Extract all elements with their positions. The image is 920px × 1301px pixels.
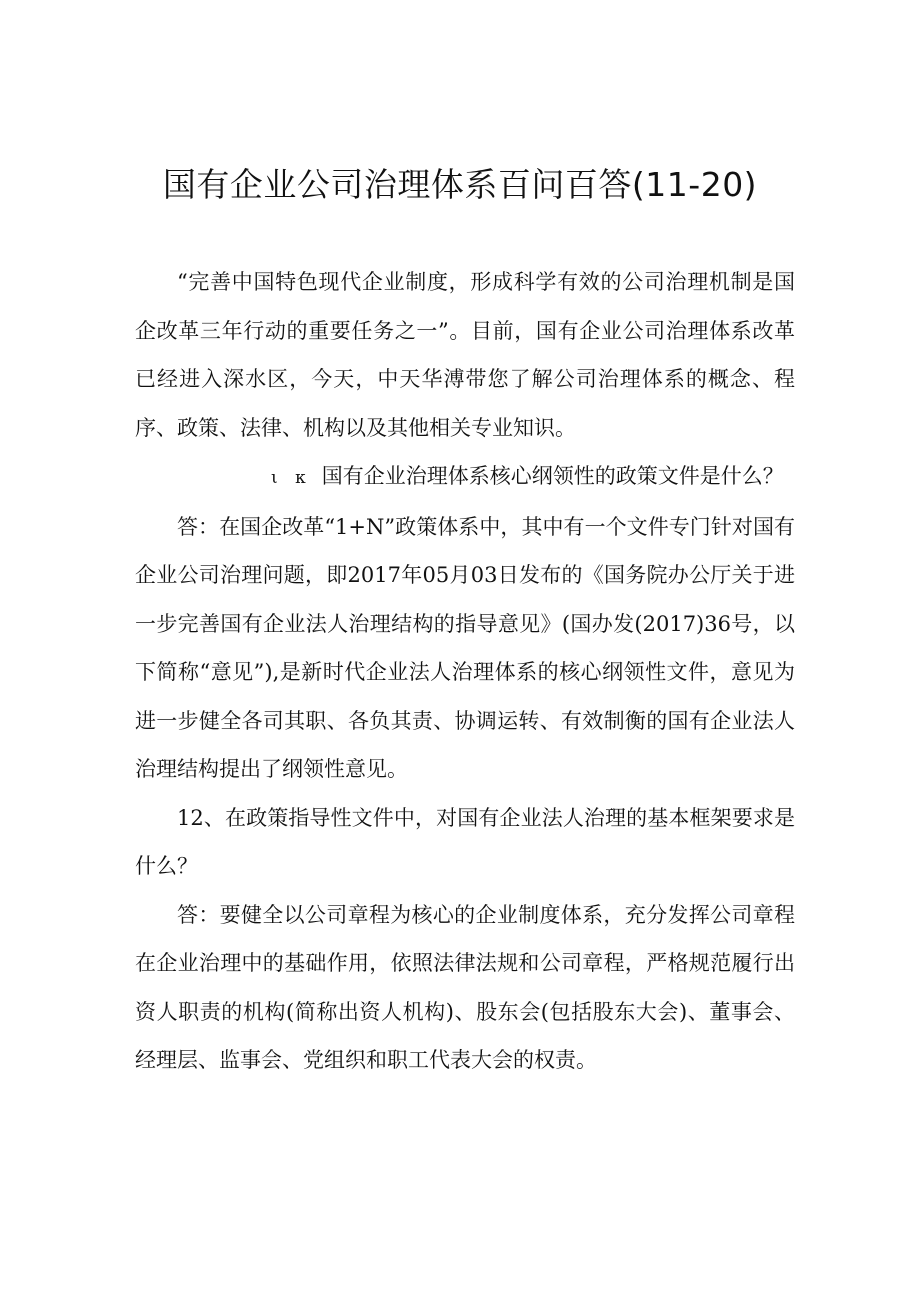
question-12: 12、在政策指导性文件中，对国有企业法人治理的基本框架要求是什么？ (135, 805, 795, 878)
answer-12: 答：要健全以公司章程为核心的企业制度体系，充分发挥公司章程在企业治理中的基础作用，依照法律法规和公司章程，严格规范履行出资人职责的机构(简称出资人机构)、股东会(包括股东大会)、董事会、经理层、监事会、党组织和职工代表大会的权责。 (135, 902, 795, 1072)
answer-11: 答：在国企改革“1+N”政策体系中，其中有一个文件专门针对国有企业公司治理问题，即2017年05月03日发布的《国务院办公厅关于进一步完善国有企业法人治理结构的指导意见》(国办发(2017)36号，以下简称“意见”),是新时代企业法人治理体系的核心纲领性文件，意见为进一步健全各司其职、各负其责、协调运转、有效制衡的国有企业法人治理结构提出了纲领性意见。 (135, 514, 795, 781)
question-11-number: ι κ (271, 468, 312, 488)
intro-paragraph: “完善中国特色现代企业制度，形成科学有效的公司治理机制是国企改革三年行动的重要任务之一”。目前，国有企业公司治理体系改革已经进入深水区，今天，中天华溥带您了解公司治理体系的概念、程序、政策、法律、机构以及其他相关专业知识。 (135, 270, 795, 440)
document-body (135, 258, 795, 1085)
question-11-text: 国有企业治理体系核心纲领性的政策文件是什么？ (321, 464, 784, 488)
document-title: 国有企业公司治理体系百问百答(11-20) (162, 165, 758, 204)
question-11 (135, 452, 795, 503)
